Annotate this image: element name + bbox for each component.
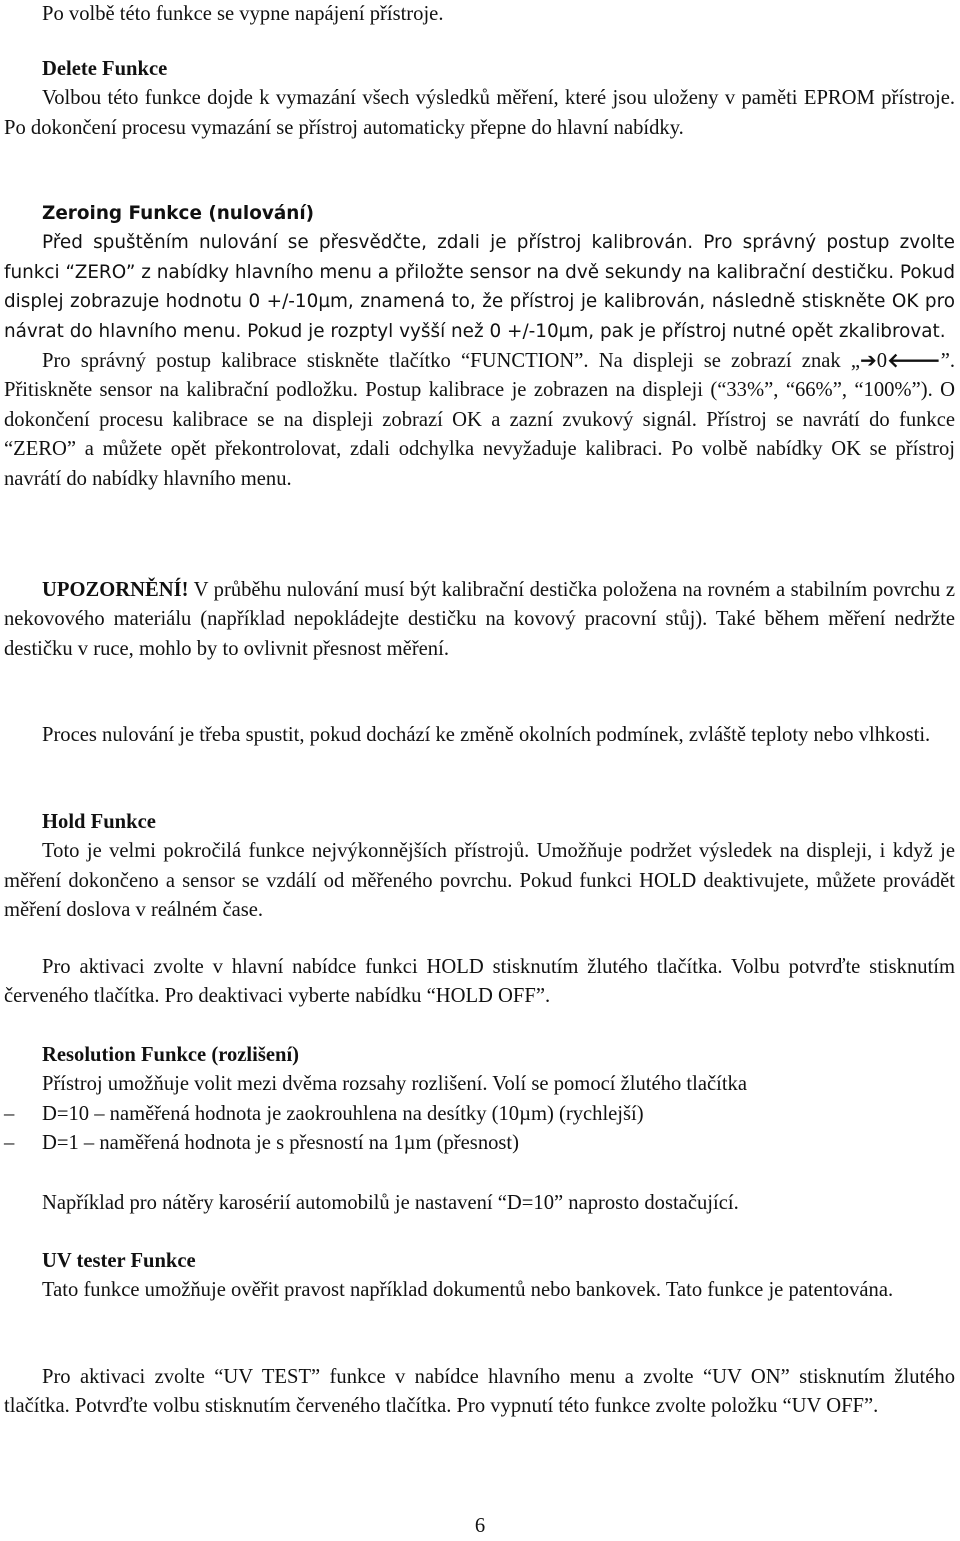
arrow-left-icon: 🡐 <box>887 348 941 373</box>
delete-heading: Delete Funkce <box>42 58 168 80</box>
hold-heading: Hold Funkce <box>42 811 156 833</box>
delete-section <box>4 55 955 143</box>
hold-paragraph-2: Pro aktivaci zvolte v hlavní nabídce funkci HOLD stisknutím žlutého tlačítka. Volbu potvrďte stisknutím červeného tlačítka. Pro deaktivaci vyberte nabídku “HOLD OFF”. <box>4 956 955 1008</box>
zeroing-paragraph-2: Pro správný postup kalibrace stiskněte tlačítko “FUNCTION”. Na displeji se zobrazí znak „➔0🡐”. Přitiskněte sensor na kalibrační podložku. Postup kalibrace je zobrazen na displeji (“33%”, “66%”, “100%”). O dokončení procesu kalibrace se na displeji zobrazí OK a zazní zvukový signál. Přístroj se navrátí do funkce “ZERO” a můžete opět překontrolovat, zdali odchylka nevyžaduje kalibraci. Po volbě nabídky OK se přístroj navrátí do nabídky hlavního menu. <box>4 348 955 490</box>
warning-paragraph: UPOZORNĚNÍ! V průběhu nulování musí být kalibrační destička položena na rovném a stabilním povrchu z nekovového materiálu (například nepokládejte destičku na kovový pracovní stůj). Také během měření nedržte destičku v ruce, mohlo by to ovlivnit přesnost měření. <box>4 579 955 660</box>
arrow-right-icon: ➔ <box>860 348 877 373</box>
list-item: – D=1 – naměřená hodnota je s přesností na 1µm (přesnost) <box>4 1132 520 1155</box>
hold-paragraph-1: Toto je velmi pokročilá funkce nejvýkonnějších přístrojů. Umožňuje podržet výsledek na displeji, i když je měření dokončeno a sensor se vzdálí od měřeného povrchu. Pokud funkci HOLD deaktivujete, můžete provádět měření doslova v reálném čase. <box>4 840 955 922</box>
uv-paragraph-1: Tato funkce umožňuje ověřit pravost například dokumentů nebo bankovek. Tato funkce je patentována. <box>42 1279 894 1302</box>
warning-section <box>4 576 955 664</box>
page-number: 6 <box>474 1515 486 1537</box>
zeroing-section <box>4 199 955 494</box>
zeroing-paragraph-1: Před spuštěním nulování se přesvědčte, zdali je přístroj kalibrován. Pro správný postup zvolte funkci “ZERO” z nabídky hlavního menu a přiložte sensor na dvě sekundy na kalibrační destičku. Pokud displej zobrazuje hodnotu 0 +/-10µm, znamená to, že přístroj je kalibrován, následně stiskněte OK pro návrat do hlavního menu. Pokud je rozptyl vyšší než 0 +/-10µm, pak je přístroj nutné opět zkalibrovat. <box>4 232 955 342</box>
uv-section <box>4 1247 955 1306</box>
resolution-example <box>4 1189 955 1218</box>
zeroing-paragraph-4: Proces nulování je třeba spustit, pokud dochází ke změně okolních podmínek, zvláště teploty nebo vlhkosti. <box>42 724 931 746</box>
zeroing-heading: Zeroing Funkce (nulování) <box>42 203 315 224</box>
delete-body: Volbou této funkce dojde k vymazání všech výsledků měření, které jsou uloženy v paměti EPROM přístroje. Po dokončení procesu vymazání se přístroj automaticky přepne do hlavní nabídky. <box>4 87 955 139</box>
resolution-heading: Resolution Funkce (rozlišení) <box>42 1044 300 1066</box>
hold-section <box>4 808 955 926</box>
uv-activation <box>4 1363 955 1422</box>
resolution-example-text: Například pro nátěry karosérií automobilů je nastavení “D=10” naprosto dostačující. <box>42 1192 739 1214</box>
intro-line: Po volbě této funkce se vypne napájení přístroje. <box>42 3 444 25</box>
zeroing-note-section <box>4 721 955 750</box>
uv-heading: UV tester Funkce <box>42 1250 196 1272</box>
hold-activation <box>4 953 955 1012</box>
resolution-intro: Přístroj umožňuje volit mezi dvěma rozsahy rozlišení. Volí se pomocí žlutého tlačítka <box>42 1073 747 1096</box>
resolution-section <box>4 1041 955 1159</box>
warning-label: UPOZORNĚNÍ! <box>42 579 189 601</box>
list-item: – D=10 – naměřená hodnota je zaokrouhlena na desítky (10µm) (rychlejší) <box>4 1102 644 1125</box>
uv-paragraph-2: Pro aktivaci zvolte “UV TEST” funkce v nabídce hlavního menu a zvolte “UV ON” stisknutím žlutého tlačítka. Potvrďte volbu stisknutím červeného tlačítka. Pro vypnutí této funkce zvolte položku “UV OFF”. <box>4 1366 955 1418</box>
